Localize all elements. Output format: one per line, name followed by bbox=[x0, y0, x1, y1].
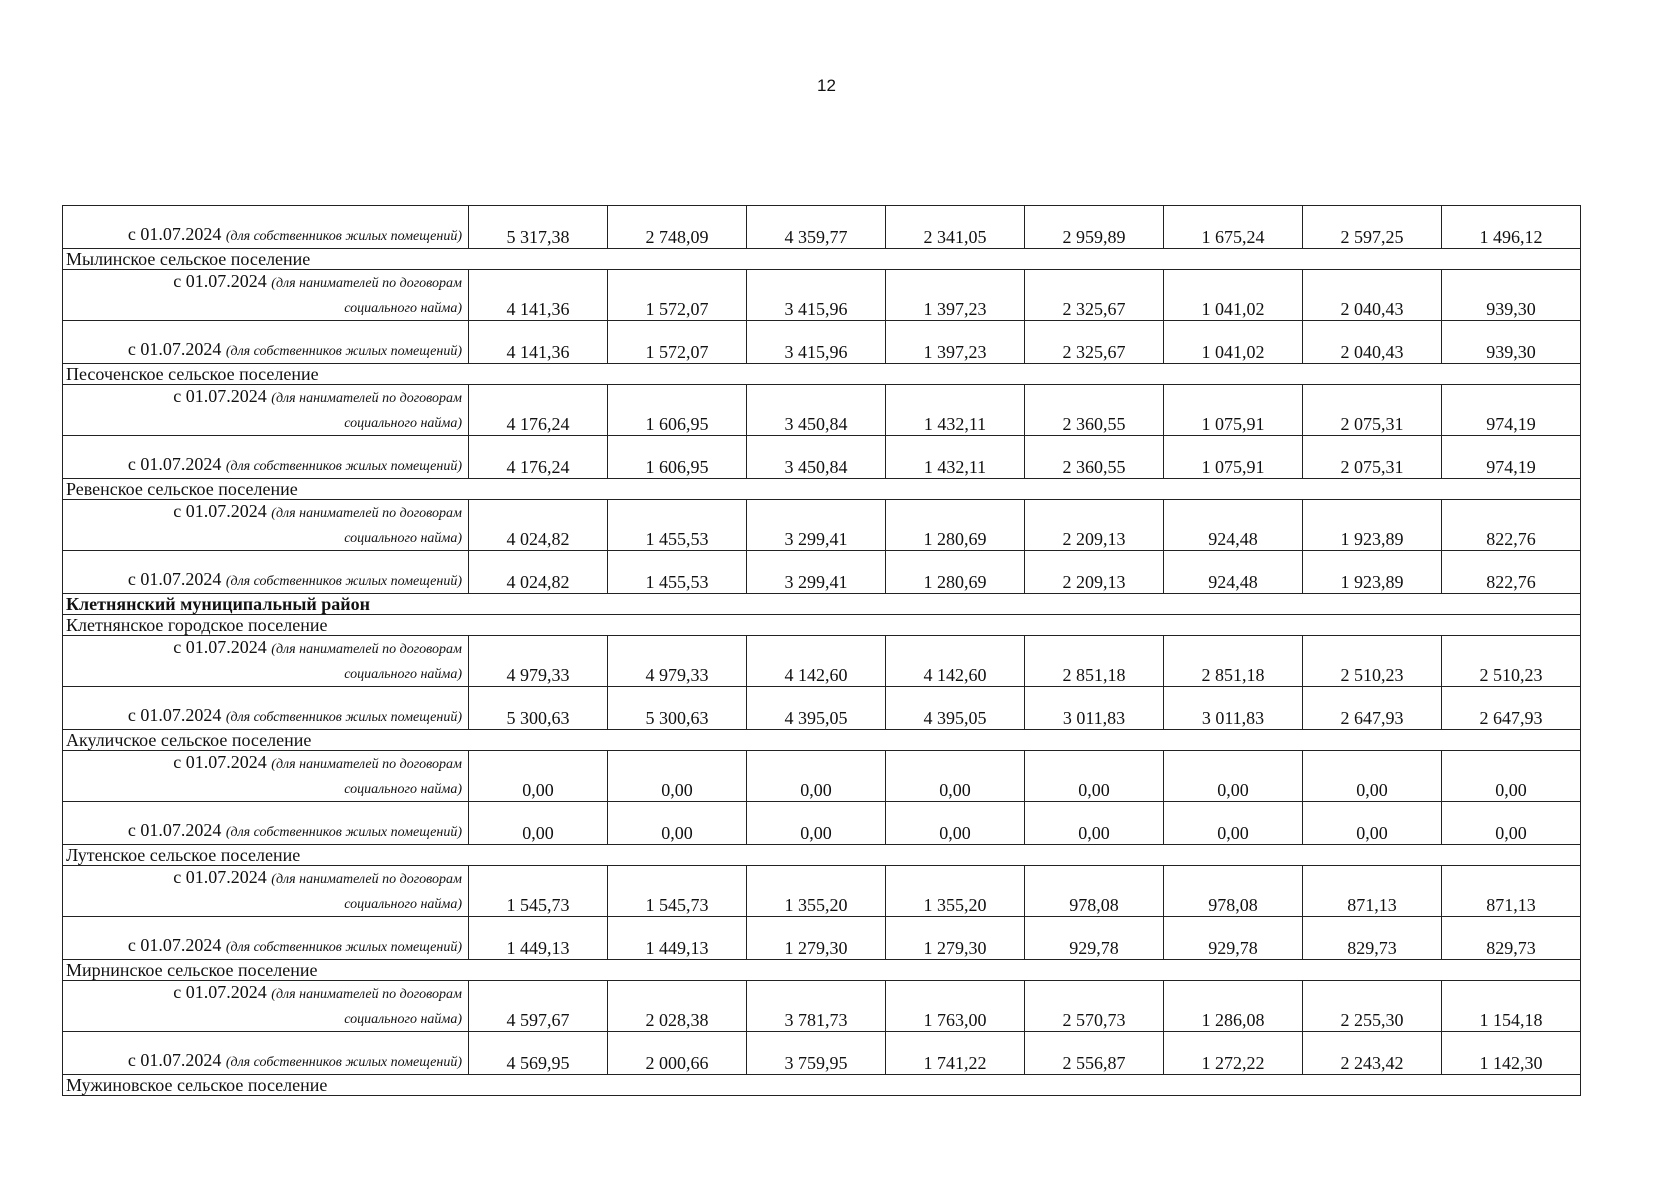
settlement-name: Клетнянское городское поселение bbox=[63, 615, 1581, 636]
tariff-value: 871,13 bbox=[1442, 866, 1581, 917]
date-prefix: с 01.07.2024 bbox=[127, 454, 222, 474]
owners-tariff-row bbox=[63, 687, 1581, 730]
tariff-value: 2 647,93 bbox=[1442, 687, 1581, 730]
tariff-value: 2 000,66 bbox=[608, 1032, 747, 1075]
tariff-value: 1 449,13 bbox=[469, 917, 608, 960]
tariff-value: 4 141,36 bbox=[469, 270, 608, 321]
tariff-value: 3 415,96 bbox=[747, 270, 886, 321]
tariff-value: 2 851,18 bbox=[1025, 636, 1164, 687]
tariff-value: 1 432,11 bbox=[886, 436, 1025, 479]
tenants-note-line2: социального найма) bbox=[344, 1012, 462, 1027]
tenants-note-line1: (для нанимателей по договорам bbox=[271, 987, 462, 1002]
date-prefix: с 01.07.2024 bbox=[173, 501, 267, 521]
tariff-value: 2 209,13 bbox=[1025, 500, 1164, 551]
tariff-value: 3 299,41 bbox=[747, 500, 886, 551]
tariff-value: 3 450,84 bbox=[747, 385, 886, 436]
tariff-value: 0,00 bbox=[747, 802, 886, 845]
row-label bbox=[63, 866, 469, 917]
settlement-row bbox=[63, 249, 1581, 270]
tariff-value: 2 851,18 bbox=[1164, 636, 1303, 687]
tenants-note-line1: (для нанимателей по договорам bbox=[271, 872, 462, 887]
tariff-value: 0,00 bbox=[1164, 751, 1303, 802]
page-number: 12 bbox=[817, 76, 836, 95]
tariff-value: 1 280,69 bbox=[886, 500, 1025, 551]
tariff-value: 2 040,43 bbox=[1303, 270, 1442, 321]
tariff-value: 1 397,23 bbox=[886, 270, 1025, 321]
tariff-value: 1 496,12 bbox=[1442, 206, 1581, 249]
tariff-value: 1 455,53 bbox=[608, 500, 747, 551]
owners-note: (для собственников жилых помещений) bbox=[225, 574, 462, 589]
tariff-value: 2 243,42 bbox=[1303, 1032, 1442, 1075]
settlement-name: Ревенское сельское поселение bbox=[63, 479, 1581, 500]
row-label bbox=[63, 981, 469, 1032]
date-prefix: с 01.07.2024 bbox=[127, 820, 222, 840]
tenants-note-line2: социального найма) bbox=[344, 782, 462, 797]
tariff-value: 1 675,24 bbox=[1164, 206, 1303, 249]
tariff-value: 939,30 bbox=[1442, 270, 1581, 321]
tariff-value: 1 154,18 bbox=[1442, 981, 1581, 1032]
tariff-value: 1 397,23 bbox=[886, 321, 1025, 364]
tariff-value: 924,48 bbox=[1164, 500, 1303, 551]
tariff-value: 1 455,53 bbox=[608, 551, 747, 594]
tariff-value: 4 176,24 bbox=[469, 436, 608, 479]
tariff-value: 974,19 bbox=[1442, 385, 1581, 436]
tariff-value: 0,00 bbox=[886, 802, 1025, 845]
tariff-value: 0,00 bbox=[1025, 802, 1164, 845]
tariff-value: 0,00 bbox=[886, 751, 1025, 802]
tariff-value: 4 395,05 bbox=[886, 687, 1025, 730]
tenants-note-line2: социального найма) bbox=[344, 416, 462, 431]
tariff-value: 978,08 bbox=[1164, 866, 1303, 917]
tenants-tariff-row bbox=[63, 636, 1581, 687]
tariff-value: 1 280,69 bbox=[886, 551, 1025, 594]
tenants-tariff-row bbox=[63, 866, 1581, 917]
tariff-value: 1 545,73 bbox=[469, 866, 608, 917]
tenants-note-line1: (для нанимателей по договорам bbox=[271, 757, 462, 772]
tariff-value: 3 299,41 bbox=[747, 551, 886, 594]
tariff-value: 939,30 bbox=[1442, 321, 1581, 364]
tenants-tariff-row bbox=[63, 270, 1581, 321]
tariff-value: 2 510,23 bbox=[1303, 636, 1442, 687]
tariff-value: 4 569,95 bbox=[469, 1032, 608, 1075]
tenants-note-line2: социального найма) bbox=[344, 897, 462, 912]
date-prefix: с 01.07.2024 bbox=[127, 705, 222, 725]
row-label bbox=[63, 206, 469, 249]
settlement-name: Лутенское сельское поселение bbox=[63, 845, 1581, 866]
date-prefix: с 01.07.2024 bbox=[173, 271, 267, 291]
date-prefix: с 01.07.2024 bbox=[127, 224, 222, 244]
tariff-value: 2 597,25 bbox=[1303, 206, 1442, 249]
owners-note: (для собственников жилых помещений) bbox=[225, 344, 462, 359]
tariff-value: 2 075,31 bbox=[1303, 436, 1442, 479]
owners-note: (для собственников жилых помещений) bbox=[225, 229, 462, 244]
tenants-note-line2: социального найма) bbox=[344, 531, 462, 546]
tenants-tariff-row bbox=[63, 751, 1581, 802]
tariff-value: 5 317,38 bbox=[469, 206, 608, 249]
tariff-value: 3 759,95 bbox=[747, 1032, 886, 1075]
owners-tariff-row bbox=[63, 917, 1581, 960]
tariff-value: 871,13 bbox=[1303, 866, 1442, 917]
date-prefix: с 01.07.2024 bbox=[127, 569, 222, 589]
row-label bbox=[63, 321, 469, 364]
settlement-name: Мужиновское сельское поселение bbox=[63, 1075, 1581, 1096]
tenants-tariff-row bbox=[63, 385, 1581, 436]
tariff-value: 0,00 bbox=[1442, 802, 1581, 845]
tariff-value: 2 510,23 bbox=[1442, 636, 1581, 687]
owners-tariff-row bbox=[63, 802, 1581, 845]
date-prefix: с 01.07.2024 bbox=[173, 752, 267, 772]
date-prefix: с 01.07.2024 bbox=[173, 982, 267, 1002]
tariff-value: 2 075,31 bbox=[1303, 385, 1442, 436]
tariff-value: 0,00 bbox=[1025, 751, 1164, 802]
settlement-name: Мирнинское сельское поселение bbox=[63, 960, 1581, 981]
row-label bbox=[63, 917, 469, 960]
date-prefix: с 01.07.2024 bbox=[127, 935, 222, 955]
tenants-note-line1: (для нанимателей по договорам bbox=[271, 391, 462, 406]
tariff-value: 1 449,13 bbox=[608, 917, 747, 960]
date-prefix: с 01.07.2024 bbox=[127, 339, 222, 359]
tariff-value: 4 395,05 bbox=[747, 687, 886, 730]
tariff-value: 1 279,30 bbox=[747, 917, 886, 960]
date-prefix: с 01.07.2024 bbox=[127, 1050, 222, 1070]
tariff-value: 2 040,43 bbox=[1303, 321, 1442, 364]
row-label bbox=[63, 687, 469, 730]
tariff-value: 1 286,08 bbox=[1164, 981, 1303, 1032]
tariff-value: 0,00 bbox=[469, 802, 608, 845]
tariff-value: 929,78 bbox=[1025, 917, 1164, 960]
tariff-value: 1 572,07 bbox=[608, 270, 747, 321]
tariff-value: 0,00 bbox=[608, 751, 747, 802]
tariff-value: 5 300,63 bbox=[469, 687, 608, 730]
tariff-value: 5 300,63 bbox=[608, 687, 747, 730]
row-label bbox=[63, 751, 469, 802]
tariff-value: 2 360,55 bbox=[1025, 385, 1164, 436]
row-label bbox=[63, 551, 469, 594]
tariff-value: 1 923,89 bbox=[1303, 551, 1442, 594]
tariff-value: 3 450,84 bbox=[747, 436, 886, 479]
tariff-table-body bbox=[63, 206, 1581, 1096]
tariff-value: 1 741,22 bbox=[886, 1032, 1025, 1075]
tariff-value: 822,76 bbox=[1442, 500, 1581, 551]
date-prefix: с 01.07.2024 bbox=[173, 386, 267, 406]
tariff-value: 2 341,05 bbox=[886, 206, 1025, 249]
tariff-value: 1 606,95 bbox=[608, 385, 747, 436]
row-label bbox=[63, 436, 469, 479]
tariff-value: 2 570,73 bbox=[1025, 981, 1164, 1032]
district-row bbox=[63, 594, 1581, 615]
tariff-value: 3 415,96 bbox=[747, 321, 886, 364]
tariff-value: 1 572,07 bbox=[608, 321, 747, 364]
tariff-value: 4 359,77 bbox=[747, 206, 886, 249]
tariff-value: 1 142,30 bbox=[1442, 1032, 1581, 1075]
tariff-value: 4 024,82 bbox=[469, 551, 608, 594]
tariff-value: 2 360,55 bbox=[1025, 436, 1164, 479]
tariff-value: 4 024,82 bbox=[469, 500, 608, 551]
tariff-value: 2 255,30 bbox=[1303, 981, 1442, 1032]
tariff-value: 1 432,11 bbox=[886, 385, 1025, 436]
settlement-row bbox=[63, 1075, 1581, 1096]
tariff-value: 1 041,02 bbox=[1164, 270, 1303, 321]
owners-tariff-row bbox=[63, 321, 1581, 364]
tenants-tariff-row bbox=[63, 981, 1581, 1032]
tariff-value: 829,73 bbox=[1303, 917, 1442, 960]
owners-tariff-row bbox=[63, 1032, 1581, 1075]
tariff-value: 1 075,91 bbox=[1164, 436, 1303, 479]
tariff-value: 2 325,67 bbox=[1025, 321, 1164, 364]
tariff-value: 1 545,73 bbox=[608, 866, 747, 917]
tariff-value: 0,00 bbox=[608, 802, 747, 845]
tariff-value: 2 959,89 bbox=[1025, 206, 1164, 249]
owners-note: (для собственников жилых помещений) bbox=[225, 710, 462, 725]
tariff-value: 0,00 bbox=[1164, 802, 1303, 845]
tariff-value: 929,78 bbox=[1164, 917, 1303, 960]
tenants-note-line1: (для нанимателей по договорам bbox=[271, 506, 462, 521]
settlement-row bbox=[63, 845, 1581, 866]
tariff-value: 2 209,13 bbox=[1025, 551, 1164, 594]
tariff-value: 0,00 bbox=[1442, 751, 1581, 802]
row-label bbox=[63, 802, 469, 845]
tenants-tariff-row bbox=[63, 500, 1581, 551]
row-label bbox=[63, 500, 469, 551]
tariff-value: 2 647,93 bbox=[1303, 687, 1442, 730]
tariff-value: 3 011,83 bbox=[1025, 687, 1164, 730]
tariff-value: 1 763,00 bbox=[886, 981, 1025, 1032]
row-label bbox=[63, 1032, 469, 1075]
tariff-value: 1 923,89 bbox=[1303, 500, 1442, 551]
tariff-value: 4 979,33 bbox=[608, 636, 747, 687]
tariff-value: 1 606,95 bbox=[608, 436, 747, 479]
tariff-value: 1 279,30 bbox=[886, 917, 1025, 960]
tariff-table bbox=[62, 205, 1581, 1096]
tariff-value: 3 011,83 bbox=[1164, 687, 1303, 730]
tenants-note-line1: (для нанимателей по договорам bbox=[271, 276, 462, 291]
tariff-value: 2 028,38 bbox=[608, 981, 747, 1032]
owners-tariff-row bbox=[63, 436, 1581, 479]
settlement-name: Песоченское сельское поселение bbox=[63, 364, 1581, 385]
owners-note: (для собственников жилых помещений) bbox=[225, 1055, 462, 1070]
row-label bbox=[63, 385, 469, 436]
tariff-value: 1 272,22 bbox=[1164, 1032, 1303, 1075]
settlement-row bbox=[63, 364, 1581, 385]
tenants-note-line2: социального найма) bbox=[344, 667, 462, 682]
settlement-name: Мылинское сельское поселение bbox=[63, 249, 1581, 270]
date-prefix: с 01.07.2024 bbox=[173, 637, 267, 657]
tariff-value: 0,00 bbox=[1303, 802, 1442, 845]
tariff-value: 4 176,24 bbox=[469, 385, 608, 436]
tariff-value: 4 141,36 bbox=[469, 321, 608, 364]
row-label bbox=[63, 636, 469, 687]
row-label bbox=[63, 270, 469, 321]
tariff-value: 4 142,60 bbox=[747, 636, 886, 687]
district-name: Клетнянский муниципальный район bbox=[63, 594, 1581, 615]
tariff-value: 0,00 bbox=[1303, 751, 1442, 802]
owners-tariff-row bbox=[63, 551, 1581, 594]
date-prefix: с 01.07.2024 bbox=[173, 867, 267, 887]
settlement-row bbox=[63, 960, 1581, 981]
tariff-value: 978,08 bbox=[1025, 866, 1164, 917]
tariff-value: 822,76 bbox=[1442, 551, 1581, 594]
tariff-value: 1 041,02 bbox=[1164, 321, 1303, 364]
tariff-value: 3 781,73 bbox=[747, 981, 886, 1032]
settlement-name: Акуличское сельское поселение bbox=[63, 730, 1581, 751]
tariff-value: 4 597,67 bbox=[469, 981, 608, 1032]
tariff-value: 4 142,60 bbox=[886, 636, 1025, 687]
tariff-value: 4 979,33 bbox=[469, 636, 608, 687]
settlement-row bbox=[63, 479, 1581, 500]
tariff-value: 829,73 bbox=[1442, 917, 1581, 960]
tariff-value: 0,00 bbox=[747, 751, 886, 802]
tariff-value: 924,48 bbox=[1164, 551, 1303, 594]
owners-note: (для собственников жилых помещений) bbox=[225, 825, 462, 840]
owners-note: (для собственников жилых помещений) bbox=[225, 940, 462, 955]
tenants-note-line2: социального найма) bbox=[344, 301, 462, 316]
owners-tariff-row bbox=[63, 206, 1581, 249]
tariff-value: 2 325,67 bbox=[1025, 270, 1164, 321]
settlement-row bbox=[63, 730, 1581, 751]
tariff-value: 0,00 bbox=[469, 751, 608, 802]
tariff-value: 974,19 bbox=[1442, 436, 1581, 479]
tariff-value: 1 075,91 bbox=[1164, 385, 1303, 436]
settlement-row bbox=[63, 615, 1581, 636]
tariff-value: 2 748,09 bbox=[608, 206, 747, 249]
owners-note: (для собственников жилых помещений) bbox=[225, 459, 462, 474]
tenants-note-line1: (для нанимателей по договорам bbox=[271, 642, 462, 657]
tariff-value: 2 556,87 bbox=[1025, 1032, 1164, 1075]
tariff-value: 1 355,20 bbox=[747, 866, 886, 917]
tariff-value: 1 355,20 bbox=[886, 866, 1025, 917]
